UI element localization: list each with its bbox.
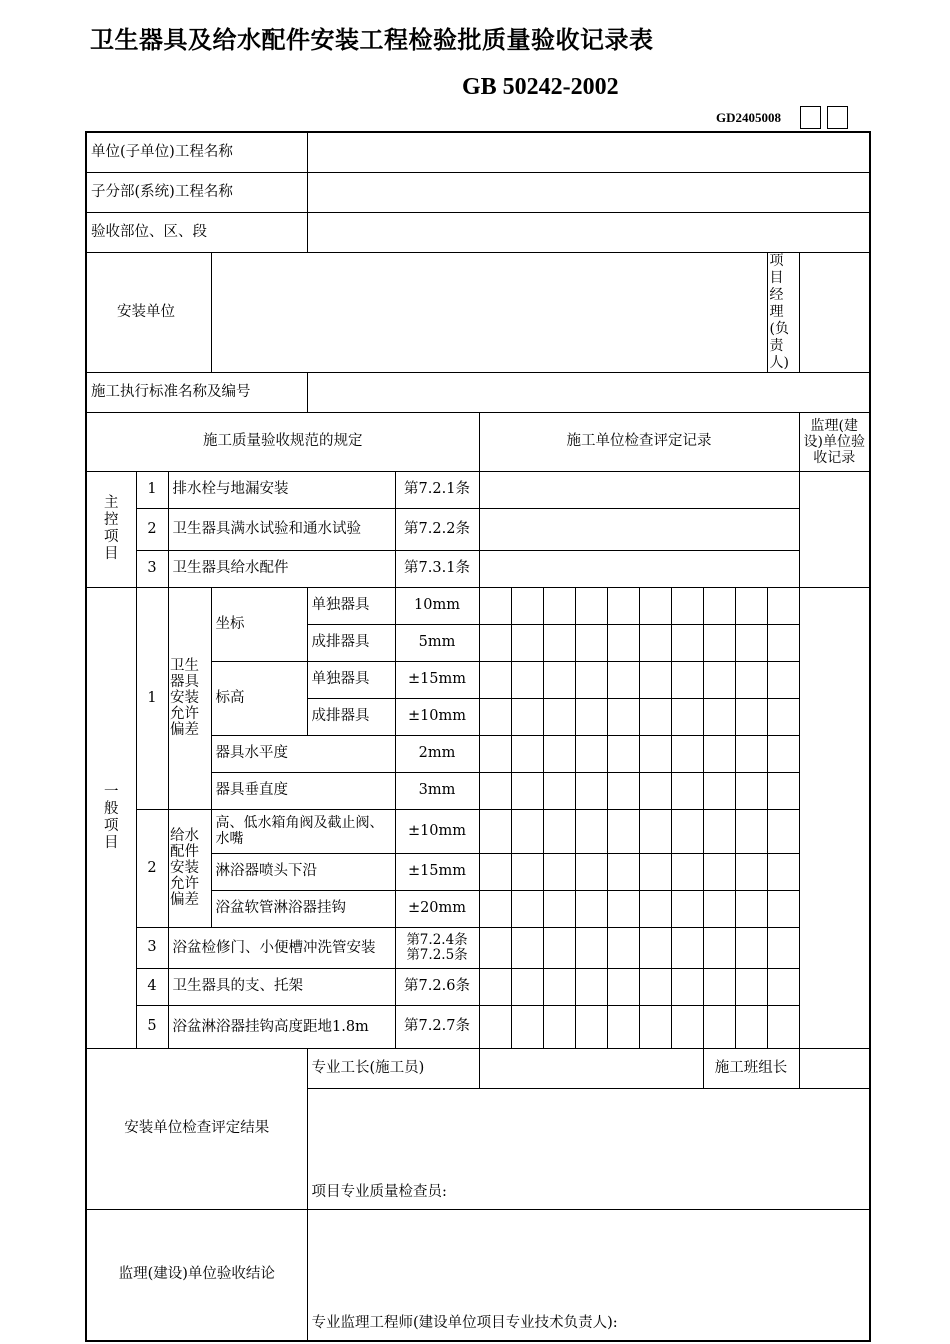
foreman-label: 专业工长(施工员) (307, 1048, 479, 1088)
check-cell[interactable] (735, 772, 767, 809)
code-box-2[interactable] (827, 106, 848, 129)
main-item-record[interactable] (479, 550, 799, 587)
check-cell[interactable] (703, 927, 735, 968)
check-cell[interactable] (639, 968, 671, 1005)
inspector-label: 项目专业质量检查员: (311, 1183, 447, 1200)
general-item-no: 4 (136, 968, 168, 1005)
check-cell[interactable] (575, 1005, 607, 1048)
check-cell[interactable] (671, 772, 703, 809)
general-item-clause: 第7.2.7条 (395, 1005, 479, 1048)
standard-label: 施工执行标准名称及编号 (86, 372, 307, 412)
check-cell[interactable] (703, 661, 735, 698)
check-cell[interactable] (639, 1005, 671, 1048)
check-cell[interactable] (543, 661, 575, 698)
main-item-no: 1 (136, 471, 168, 508)
check-cell[interactable] (735, 587, 767, 624)
main-item-record[interactable] (479, 471, 799, 508)
check-cell[interactable] (767, 735, 799, 772)
check-cell[interactable] (767, 1005, 799, 1048)
valve-label: 高、低水箱角阀及截止阀、水嘴 (211, 809, 395, 853)
check-cell[interactable] (735, 968, 767, 1005)
check-cell[interactable] (543, 1005, 575, 1048)
check-cell[interactable] (479, 890, 511, 927)
check-cell[interactable] (479, 853, 511, 890)
check-cell[interactable] (767, 587, 799, 624)
check-cell[interactable] (607, 624, 639, 661)
main-items-group (86, 471, 136, 587)
unit-project-label: 单位(子单位)工程名称 (86, 132, 307, 172)
check-cell[interactable] (703, 1005, 735, 1048)
check-cell[interactable] (671, 661, 703, 698)
hose-value: ±20mm (395, 890, 479, 927)
general-item-no: 2 (136, 809, 168, 927)
check-cell[interactable] (575, 587, 607, 624)
general-items-supervision[interactable] (799, 587, 870, 1048)
check-cell[interactable] (543, 890, 575, 927)
height-row-value: ±10mm (395, 698, 479, 735)
check-cell[interactable] (703, 890, 735, 927)
check-cell[interactable] (511, 927, 543, 968)
check-cell[interactable] (479, 968, 511, 1005)
check-cell[interactable] (607, 853, 639, 890)
check-cell[interactable] (671, 1005, 703, 1048)
record-header: 施工单位检查评定记录 (479, 412, 799, 471)
check-cell[interactable] (703, 809, 735, 853)
check-cell[interactable] (767, 890, 799, 927)
check-cell[interactable] (543, 587, 575, 624)
check-cell[interactable] (639, 661, 671, 698)
check-cell[interactable] (511, 661, 543, 698)
engineer-label: 专业监理工程师(建设单位项目专业技术负责人): (311, 1315, 618, 1331)
general-item-name: 卫生器具的支、托架 (168, 968, 395, 1005)
level-label: 器具水平度 (211, 735, 395, 772)
main-item-name: 排水栓与地漏安装 (168, 471, 395, 508)
foreman-field[interactable] (479, 1048, 703, 1088)
height-single-label: 单独器具 (307, 661, 395, 698)
check-cell[interactable] (639, 772, 671, 809)
check-cell[interactable] (703, 772, 735, 809)
check-cell[interactable] (511, 735, 543, 772)
main-item-clause: 第7.3.1条 (395, 550, 479, 587)
check-cell[interactable] (575, 809, 607, 853)
fixture-deviation-group (168, 587, 211, 809)
coord-row-label: 成排器具 (307, 624, 395, 661)
general-item-no: 5 (136, 1005, 168, 1048)
check-cell[interactable] (767, 698, 799, 735)
check-cell[interactable] (671, 853, 703, 890)
vertical-label: 器具垂直度 (211, 772, 395, 809)
check-cell[interactable] (735, 661, 767, 698)
team-leader-label: 施工班组长 (703, 1048, 799, 1088)
check-cell[interactable] (543, 809, 575, 853)
general-item-name: 浴盆检修门、小便槽冲洗管安装 (168, 927, 395, 968)
check-cell[interactable] (639, 853, 671, 890)
check-cell[interactable] (479, 927, 511, 968)
check-cell[interactable] (767, 624, 799, 661)
check-cell[interactable] (511, 587, 543, 624)
vertical-value: 3mm (395, 772, 479, 809)
unit-project-field[interactable] (307, 132, 870, 172)
check-cell[interactable] (767, 968, 799, 1005)
check-cell[interactable] (735, 809, 767, 853)
main-item-clause: 第7.2.2条 (395, 508, 479, 550)
check-cell[interactable] (639, 587, 671, 624)
check-cell[interactable] (607, 1005, 639, 1048)
general-item-clause: 第7.2.6条 (395, 968, 479, 1005)
check-cell[interactable] (575, 735, 607, 772)
check-cell[interactable] (735, 927, 767, 968)
inspector-signature[interactable] (307, 1088, 870, 1209)
inspection-form-table (85, 131, 871, 1342)
main-item-record[interactable] (479, 508, 799, 550)
check-cell[interactable] (479, 735, 511, 772)
check-cell[interactable] (607, 587, 639, 624)
general-item-no: 1 (136, 587, 168, 809)
check-cell[interactable] (703, 587, 735, 624)
check-cell[interactable] (735, 624, 767, 661)
check-cell[interactable] (767, 927, 799, 968)
code-box-1[interactable] (800, 106, 821, 129)
check-cell[interactable] (575, 853, 607, 890)
check-cell[interactable] (511, 624, 543, 661)
coord-single-label: 单独器具 (307, 587, 395, 624)
section-field[interactable] (307, 212, 870, 252)
supervision-header: 监理(建设)单位验收记录 (799, 412, 870, 471)
check-cell[interactable] (703, 698, 735, 735)
check-cell[interactable] (639, 698, 671, 735)
check-cell[interactable] (703, 735, 735, 772)
check-cell[interactable] (639, 809, 671, 853)
check-cell[interactable] (671, 890, 703, 927)
check-cell[interactable] (543, 735, 575, 772)
check-cell[interactable] (767, 853, 799, 890)
check-cell[interactable] (703, 624, 735, 661)
check-cell[interactable] (703, 968, 735, 1005)
check-cell[interactable] (479, 587, 511, 624)
fixture-deviation-label: 卫生器具安装允许偏差 (170, 657, 199, 738)
fitting-deviation-group (168, 809, 211, 927)
check-cell[interactable] (607, 735, 639, 772)
main-item-name: 卫生器具给水配件 (168, 550, 395, 587)
check-cell[interactable] (575, 968, 607, 1005)
check-cell[interactable] (511, 772, 543, 809)
check-cell[interactable] (543, 853, 575, 890)
form-title: 卫生器具及给水配件安装工程检验批质量验收记录表 (90, 26, 654, 54)
check-cell[interactable] (607, 661, 639, 698)
check-cell[interactable] (575, 927, 607, 968)
height-single-value: ±15mm (395, 661, 479, 698)
check-cell[interactable] (639, 624, 671, 661)
main-item-clause: 第7.2.1条 (395, 471, 479, 508)
check-cell[interactable] (671, 968, 703, 1005)
check-cell[interactable] (735, 735, 767, 772)
check-cell[interactable] (511, 890, 543, 927)
check-cell[interactable] (639, 890, 671, 927)
check-cell[interactable] (735, 698, 767, 735)
check-cell[interactable] (671, 809, 703, 853)
general-items-group (86, 587, 136, 1048)
check-cell[interactable] (607, 890, 639, 927)
check-cell[interactable] (767, 809, 799, 853)
check-cell[interactable] (767, 661, 799, 698)
install-unit-field[interactable] (211, 252, 767, 372)
check-cell[interactable] (735, 853, 767, 890)
check-cell[interactable] (543, 624, 575, 661)
check-cell[interactable] (671, 698, 703, 735)
sub-project-label: 子分部(系统)工程名称 (86, 172, 307, 212)
check-cell[interactable] (735, 890, 767, 927)
height-row-label: 成排器具 (307, 698, 395, 735)
check-cell[interactable] (479, 624, 511, 661)
check-cell[interactable] (735, 1005, 767, 1048)
check-cell[interactable] (671, 927, 703, 968)
check-cell[interactable] (511, 968, 543, 1005)
check-cell[interactable] (479, 772, 511, 809)
check-cell[interactable] (671, 587, 703, 624)
check-cell[interactable] (767, 772, 799, 809)
shower-label: 淋浴器喷头下沿 (211, 853, 395, 890)
check-cell[interactable] (639, 927, 671, 968)
general-item-name: 浴盆淋浴器挂钩高度距地1.8m (168, 1005, 395, 1048)
check-cell[interactable] (543, 927, 575, 968)
manager-field[interactable] (799, 252, 870, 372)
main-item-no: 3 (136, 550, 168, 587)
check-cell[interactable] (607, 698, 639, 735)
main-items-supervision[interactable] (799, 471, 870, 587)
check-cell[interactable] (671, 735, 703, 772)
main-item-name: 卫生器具满水试验和通水试验 (168, 508, 395, 550)
engineer-signature[interactable] (307, 1209, 870, 1341)
check-cell[interactable] (543, 968, 575, 1005)
install-unit-label: 安装单位 (86, 252, 211, 372)
section-label: 验收部位、区、段 (86, 212, 307, 252)
check-cell[interactable] (479, 809, 511, 853)
check-cell[interactable] (479, 661, 511, 698)
check-cell[interactable] (575, 698, 607, 735)
level-value: 2mm (395, 735, 479, 772)
sub-project-field[interactable] (307, 172, 870, 212)
check-cell[interactable] (575, 624, 607, 661)
general-items-label: 一般项目 (104, 783, 119, 851)
general-item-clause: 第7.2.4条 第7.2.5条 (395, 927, 479, 968)
check-cell[interactable] (575, 661, 607, 698)
general-item-no: 3 (136, 927, 168, 968)
standard-number: GB 50242-2002 (462, 74, 619, 100)
shower-value: ±15mm (395, 853, 479, 890)
check-cell[interactable] (511, 698, 543, 735)
standard-field[interactable] (307, 372, 870, 412)
check-cell[interactable] (479, 698, 511, 735)
check-cell[interactable] (703, 853, 735, 890)
check-cell[interactable] (511, 853, 543, 890)
check-cell[interactable] (575, 890, 607, 927)
coord-single-value: 10mm (395, 587, 479, 624)
manager-label: 项目经理(负责人) (767, 252, 799, 372)
check-cell[interactable] (479, 1005, 511, 1048)
check-cell[interactable] (671, 624, 703, 661)
team-leader-field[interactable] (799, 1048, 870, 1088)
check-cell[interactable] (575, 772, 607, 809)
check-cell[interactable] (607, 927, 639, 968)
form-code: GD2405008 (716, 110, 781, 125)
check-cell[interactable] (607, 968, 639, 1005)
coord-label: 坐标 (211, 587, 307, 661)
check-cell[interactable] (511, 809, 543, 853)
check-cell[interactable] (511, 1005, 543, 1048)
result-label: 安装单位检查评定结果 (86, 1048, 307, 1209)
check-cell[interactable] (607, 809, 639, 853)
check-cell[interactable] (607, 772, 639, 809)
valve-value: ±10mm (395, 809, 479, 853)
main-items-label: 主控项目 (104, 495, 119, 562)
main-item-no: 2 (136, 508, 168, 550)
spec-header: 施工质量验收规范的规定 (86, 412, 479, 471)
check-cell[interactable] (543, 698, 575, 735)
coord-row-value: 5mm (395, 624, 479, 661)
height-label: 标高 (211, 661, 307, 735)
check-cell[interactable] (639, 735, 671, 772)
check-cell[interactable] (543, 772, 575, 809)
hose-label: 浴盆软管淋浴器挂钩 (211, 890, 395, 927)
conclusion-label: 监理(建设)单位验收结论 (86, 1209, 307, 1341)
fitting-deviation-label: 给水配件安装允许偏差 (170, 827, 199, 908)
